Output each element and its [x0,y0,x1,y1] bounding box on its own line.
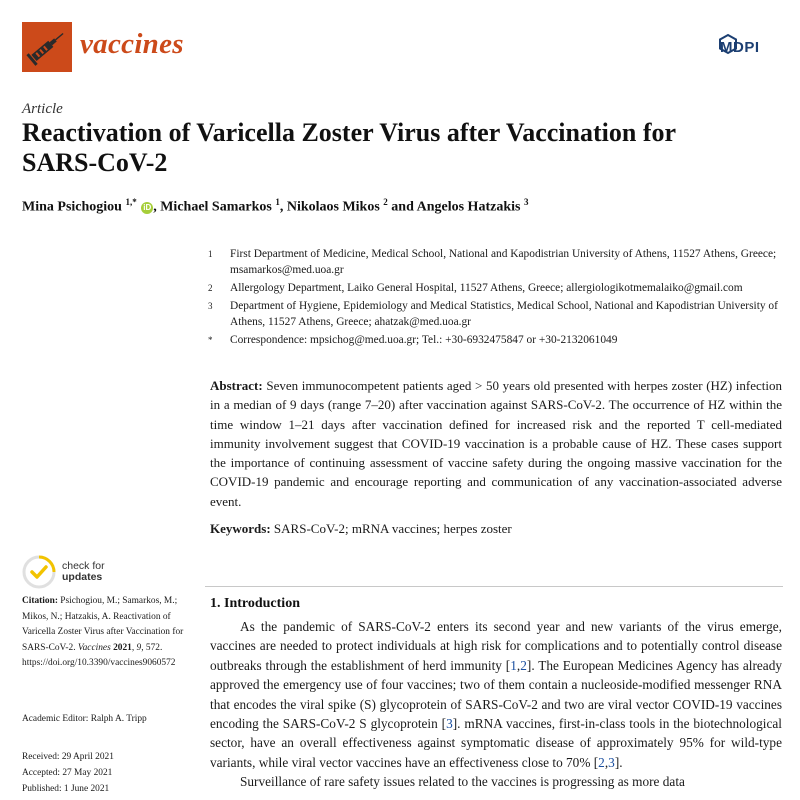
journal-name: vaccines [80,28,184,60]
citation-label: Citation: [22,596,58,606]
citation-journal: Vaccines [77,642,111,653]
affiliation-item [205,246,790,278]
mdpi-logo [718,33,780,70]
citation-volume: 9 [136,642,142,653]
affiliation-marker: 3 [523,197,529,207]
affiliation-text: Allergology Department, Laiko General Hospital, 11527 Athens, Greece; allergiologikotmemalaiko@gmail.com [230,282,743,294]
author-separator: and [387,199,417,215]
check-for-updates-icon [22,555,56,589]
check-for-updates[interactable] [22,555,105,589]
paragraph-text: ]. The European Medicines Agency has already approved the emergency use of four vaccines; two of them contain a nucleoside-modified messenger RNA that encodes the viral spike (S) glycoprotein of SARS-CoV-2 and two are viral vector COVID-19 vaccines encoding the SARS-CoV-2 S glycoprotein [ [210,657,782,732]
affiliation-mark: 2 [208,283,213,293]
affiliation-mark: 3 [208,301,213,311]
affiliation-marker: 2 [383,197,388,207]
paragraph-text: ]. [614,754,623,770]
journal-logo [22,22,72,72]
introduction-body [210,617,782,792]
section-heading: 1. Introduction [210,596,300,611]
affiliation-item [205,280,790,296]
author-name[interactable]: Mina Psichogiou [22,199,122,215]
affiliation-marker: 1,* [125,197,137,207]
keywords-label: Keywords: [210,521,271,536]
author-list [22,197,782,216]
article-type: Article [22,101,63,117]
correspondence-item [205,332,790,348]
citation-link[interactable]: 2 [520,657,527,673]
citation-link[interactable]: 3 [446,716,453,732]
citation-year: 2021 [113,642,132,653]
affiliation-text: First Department of Medicine, Medical School, National and Kapodistrian University of Athens, 11527 Athens, Greece; msamarkos@med.uoa.gr [230,248,777,276]
keywords-text: SARS-CoV-2; mRNA vaccines; herpes zoster [273,521,512,536]
section-divider [205,586,783,587]
paragraph: As the pandemic of SARS-CoV-2 enters its second year and new variants of the virus emerge, vaccines are needed to protect individuals at high risk for complications and to potentially control disease outbreaks through the establishment of herd immunity [1,2]. The European Medicines Agency has already approved the emergency use of four vaccines; two of them contain a nucleoside-modified messenger RNA that encodes the viral spike (S) glycoprotein of SARS-CoV-2 and two are viral vector COVID-19 vaccines encoding the SARS-CoV-2 S glycoprotein [3]. mRNA vaccines, first-in-class tools in the biotechnological sector, have an overall effectiveness against symptomatic disease of approximately 95% for wild-type variants, while viral vector vaccines have an effectiveness close to 70% [2,3]. [210,619,782,770]
citation-link[interactable]: 1 [510,657,517,673]
abstract-text: Seven immunocompetent patients aged > 50 years old presented with herpes zoster (HZ) infection in a median of 9 days (range 7–20) after vaccination against SARS-CoV-2. The occurrence of HZ within the time window 1–21 days after vaccination defined for increased risk and the reported T cell-mediated immunity involvement suggest that COVID-19 vaccination is a probable cause of HZ. These cases support the importance of continuing assessment of vaccine safety during the ongoing massive vaccination for the COVID-19 pandemic and encourage reporting and communication of any vaccination-associated adverse event. [210,378,783,509]
affiliation-list [205,246,790,350]
accepted-date: Accepted: 27 May 2021 [22,768,113,778]
author-separator: , [153,199,161,215]
abstract-label: Abstract: [210,378,263,393]
author-separator: , [279,199,287,215]
published-date: Published: 1 June 2021 [22,784,110,794]
keywords [210,521,782,537]
affiliation-marker: 1 [275,197,280,207]
check-text-line1: check for [62,560,105,572]
paragraph-text: As the pandemic of SARS-CoV-2 enters its second year and new variants of the virus emerge, vaccines are needed to protect individuals at high risk for complications and to potentially control disease outbreaks through the establishment of herd immunity [ [210,619,782,673]
citation-link[interactable]: 3 [608,754,615,770]
affiliation-mark: 1 [208,249,213,259]
author-name[interactable]: Nikolaos Mikos [286,199,380,215]
check-text-line2: updates [62,571,103,583]
citation-doi[interactable]: , 572. https://doi.org/10.3390/vaccines9060572 [22,642,176,668]
correspondence-text: Correspondence: mpsichog@med.uoa.gr; Tel.: +30-6932475847 or +30-2132061049 [230,334,618,346]
paragraph: Surveillance of rare safety issues related to the vaccines is progressing as more data [240,774,685,790]
citation-block: Citation: Psichogiou, M.; Samarkos, M.; Mikos, N.; Hatzakis, A. Reactivation of Varicella Zoster Virus after Vaccination for SARS-CoV-2. Vaccines 2021, 9, 572. https://doi.org/10.3390/vaccines9060572 [22,596,184,668]
citation-link[interactable]: 2 [598,754,605,770]
citation-authors: Psichogiou, M.; Samarkos, M.; Mikos, N.; Hatzakis, A. Reactivation of Varicella Zoster Virus after Vaccination for SARS-CoV-2. [22,596,184,653]
publication-dates [22,749,192,797]
affiliation-text: Department of Hygiene, Epidemiology and Medical Statistics, Medical School, National and Kapodistrian University of Athens, 11527 Athens, Greece; ahatzak@med.uoa.gr [230,300,778,328]
orcid-icon[interactable]: iD [143,202,152,212]
author-name[interactable]: Michael Samarkos [160,199,272,215]
received-date: Received: 29 April 2021 [22,752,114,762]
article-title: Reactivation of Varicella Zoster Virus after Vaccination for SARS-CoV-2 [22,118,676,177]
syringe-icon [22,22,72,72]
affiliation-item [205,298,790,330]
academic-editor: Academic Editor: Ralph A. Tripp [22,714,147,724]
author-name[interactable]: Angelos Hatzakis [416,199,521,215]
paragraph-text: ]. mRNA vaccines, first-in-class tools in the biotechnological sector, have an overall effectiveness against symptomatic disease of approximately 95% for wild-type variants, while viral vector vaccines have an effectiveness close to 70% [ [210,716,782,770]
publisher-name: MDPI [720,39,760,56]
affiliation-mark: * [208,335,213,345]
abstract [210,376,782,511]
